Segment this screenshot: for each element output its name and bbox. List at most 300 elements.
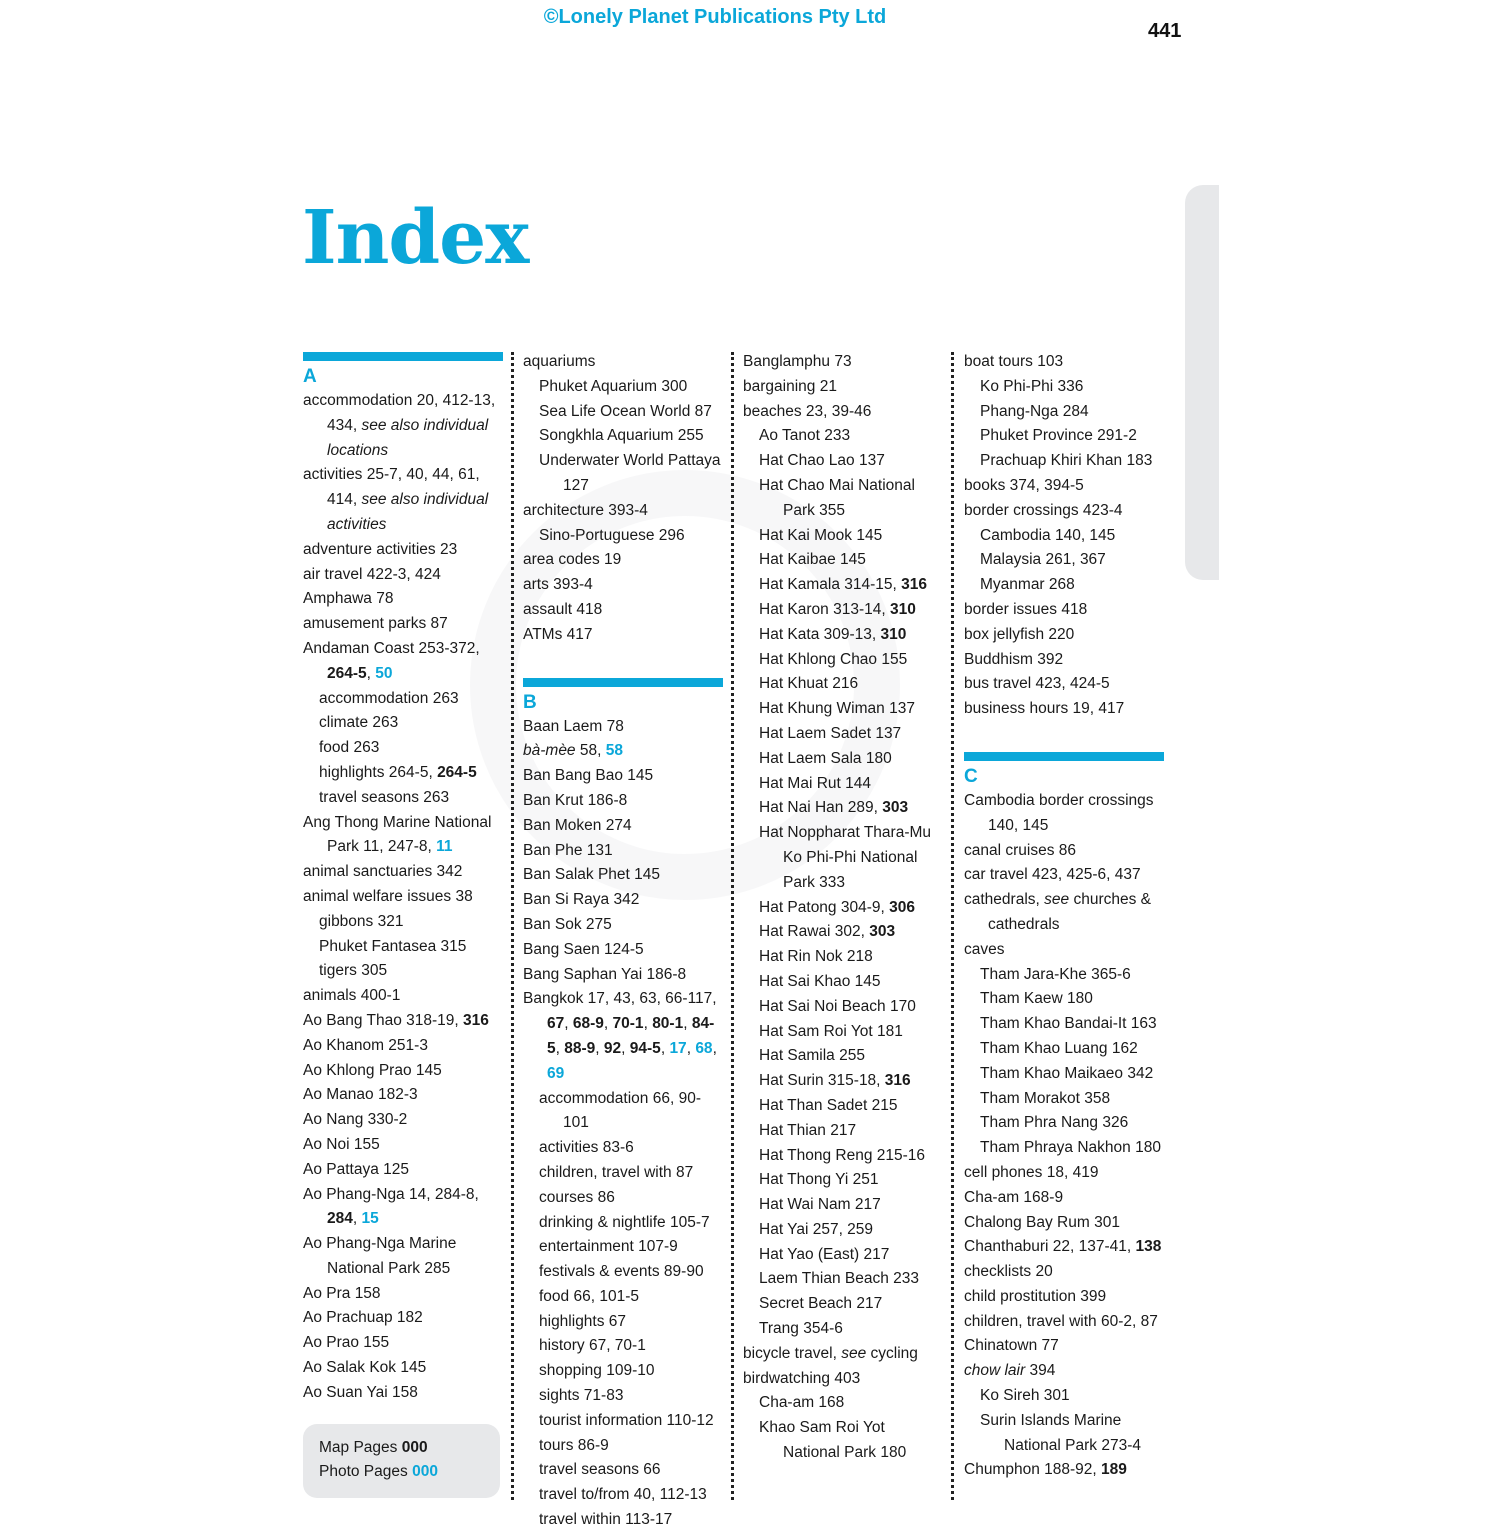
map-page-ref: 264-5 [327, 664, 367, 682]
index-subentry [964, 548, 1164, 573]
entry-text: Ao Noi 155 [303, 1135, 380, 1153]
entry-text: entertainment 107-9 [539, 1238, 678, 1256]
entry-text: Ban Moken 274 [523, 816, 632, 834]
entry-text: Ao Manao 182-3 [303, 1086, 418, 1104]
entry-text: Ban Salak Phet 145 [523, 866, 661, 884]
entry-text: Songkhla Aquarium 255 [539, 427, 704, 445]
entry-text: chow lair [964, 1362, 1026, 1380]
index-subentry [523, 1260, 723, 1285]
index-entry [523, 573, 723, 598]
entry-text: travel seasons 263 [319, 788, 450, 806]
entry-text: car travel 423, 425-6, 437 [964, 866, 1141, 884]
map-page-ref: 88-9 [564, 1039, 596, 1057]
entry-text: children, travel with 87 [539, 1163, 694, 1181]
index-entry [964, 863, 1164, 888]
map-page-ref: 284 [327, 1210, 353, 1228]
index-subentry [743, 548, 943, 573]
entry-text: , [603, 1015, 613, 1033]
index-entry [964, 1260, 1164, 1285]
entry-text: Hat Laem Sala 180 [759, 749, 892, 767]
index-subentry [964, 400, 1164, 425]
entry-text: see also individual activities [327, 491, 489, 533]
entry-text: Ao Prao 155 [303, 1334, 390, 1352]
map-page-ref: 316 [901, 576, 928, 594]
index-subentry [743, 945, 943, 970]
entry-text: adventure activities 23 [303, 540, 458, 558]
map-page-ref: 316 [463, 1011, 489, 1029]
entry-text: Ao Pattaya 125 [303, 1160, 409, 1178]
entry-text: , [555, 1039, 565, 1057]
index-entry [964, 1334, 1164, 1359]
entry-text: shopping 109-10 [539, 1362, 655, 1380]
index-entry [303, 1133, 503, 1158]
entry-text: Hat Than Sadet 215 [759, 1096, 898, 1114]
index-entry [964, 1458, 1164, 1483]
entry-text: accommodation 66, 90-101 [539, 1089, 701, 1132]
index-entry [303, 637, 503, 687]
map-page-ref: 94-5 [629, 1039, 661, 1057]
entry-text: Phuket Province 291-2 [980, 427, 1137, 445]
index-subentry [964, 1384, 1164, 1409]
index-entry [303, 811, 503, 861]
index-subentry [523, 1087, 723, 1137]
index-entry [523, 789, 723, 814]
entry-text: bargaining 21 [743, 377, 837, 395]
index-entry [303, 1059, 503, 1084]
index-subentry [743, 449, 943, 474]
side-thumb-tab [1185, 185, 1219, 580]
index-subentry [964, 524, 1164, 549]
index-subentry [303, 959, 503, 984]
entry-text: food 66, 101-5 [539, 1287, 639, 1305]
entry-text: accommodation 263 [319, 689, 459, 707]
index-entry [964, 1359, 1164, 1384]
entry-text: sights 71-83 [539, 1387, 624, 1405]
index-entry [743, 1342, 943, 1367]
entry-text: Ao Phang-Nga Marine National Park 285 [303, 1235, 457, 1277]
index-entry [523, 623, 723, 648]
index-entry [303, 463, 503, 537]
entry-text: Phang-Nga 284 [980, 402, 1089, 420]
index-subentry [743, 896, 943, 921]
index-entry [523, 548, 723, 573]
entry-text: Ko Phi-Phi 336 [980, 377, 1084, 395]
entry-text: tours 86-9 [539, 1436, 609, 1454]
index-subentry [743, 648, 943, 673]
map-page-ref: 189 [1101, 1461, 1127, 1479]
copyright-notice: ©Lonely Planet Publications Pty Ltd [543, 6, 887, 28]
index-subentry [743, 1416, 943, 1466]
map-page-ref: 84-5 [547, 1015, 715, 1057]
entry-text: books 374, 394-5 [964, 476, 1084, 494]
index-subentry [523, 1285, 723, 1310]
entry-text: highlights 264-5, [319, 763, 438, 781]
index-entry [743, 375, 943, 400]
entry-text: box jellyfish 220 [964, 625, 1075, 643]
index-entry [303, 1331, 503, 1356]
index-entry [964, 1310, 1164, 1335]
index-subentry [303, 910, 503, 935]
index-subentry [964, 1087, 1164, 1112]
entry-text: aquariums [523, 353, 596, 370]
entry-text: see [1044, 891, 1070, 909]
index-subentry [743, 1020, 943, 1045]
entry-text: birdwatching 403 [743, 1369, 861, 1387]
entry-text: Tham Jara-Khe 365-6 [980, 965, 1131, 983]
index-subentry [964, 1062, 1164, 1087]
index-subentry [743, 623, 943, 648]
entry-text: Ao Phang-Nga 14, 284-8, [303, 1185, 479, 1203]
entry-text: Ao Pra 158 [303, 1284, 381, 1302]
map-page-ref: 264-5 [437, 763, 477, 781]
map-page-ref: 80-1 [652, 1015, 684, 1033]
entry-text: Hat Mai Rut 144 [759, 774, 871, 792]
index-subentry [303, 711, 503, 736]
entry-text: travel seasons 66 [539, 1461, 661, 1479]
entry-text: , [621, 1039, 630, 1057]
entry-text: Hat Laem Sadet 137 [759, 724, 902, 742]
entry-text: climate 263 [319, 714, 399, 732]
entry-text: boat tours 103 [964, 353, 1064, 370]
entry-text: , [712, 1039, 717, 1057]
index-entry [303, 860, 503, 885]
index-entry [303, 1009, 503, 1034]
entry-text: history 67, 70-1 [539, 1337, 646, 1355]
index-entry [964, 938, 1164, 963]
entry-text: Hat Sai Khao 145 [759, 972, 881, 990]
index-entry [523, 499, 723, 524]
entry-text: Chumphon 188-92, [964, 1461, 1102, 1479]
entry-text: Hat Kamala 314-15, [759, 576, 902, 594]
entry-text: , [643, 1015, 653, 1033]
entry-text: Ao Suan Yai 158 [303, 1383, 418, 1401]
index-entry [303, 1232, 503, 1282]
entry-text: Tham Khao Luang 162 [980, 1039, 1138, 1057]
entry-text: Tham Khao Maikaeo 342 [980, 1064, 1154, 1082]
index-entry [964, 888, 1164, 938]
entry-text: cell phones 18, 419 [964, 1163, 1099, 1181]
entry-text: tourist information 110-12 [539, 1411, 714, 1429]
index-column-2 [523, 350, 723, 1533]
entry-text: Ao Bang Thao 318-19, [303, 1011, 464, 1029]
entry-text: animals 400-1 [303, 987, 401, 1005]
entry-text: 394 [1025, 1362, 1056, 1380]
index-subentry [523, 1310, 723, 1335]
entry-text: Ban Phe 131 [523, 841, 613, 859]
entry-text: Hat Khlong Chao 155 [759, 650, 908, 668]
entry-text: bicycle travel, [743, 1344, 842, 1362]
entry-text: area codes 19 [523, 551, 622, 569]
entry-text: Hat Thong Reng 215-16 [759, 1146, 926, 1164]
index-entry [964, 1235, 1164, 1260]
entry-text: Laem Thian Beach 233 [759, 1270, 919, 1288]
index-subentry [303, 786, 503, 811]
map-page-ref: 67 [547, 1015, 565, 1033]
index-subentry [523, 1161, 723, 1186]
entry-text: Tham Phra Nang 326 [980, 1114, 1129, 1132]
index-entry [523, 350, 723, 375]
index-subentry [523, 1409, 723, 1434]
column-divider [951, 352, 954, 1500]
index-entry [964, 623, 1164, 648]
entry-text: Tham Phraya Nakhon 180 [980, 1139, 1161, 1157]
entry-text: checklists 20 [964, 1263, 1053, 1281]
index-entry [964, 648, 1164, 673]
map-page-ref: 92 [603, 1039, 622, 1057]
entry-text: child prostitution 399 [964, 1287, 1107, 1305]
index-subentry [523, 1434, 723, 1459]
map-page-ref: 316 [884, 1072, 911, 1090]
entry-text: amusement parks 87 [303, 615, 448, 633]
entry-text: Hat Nai Han 289, [759, 799, 883, 817]
entry-text: canal cruises 86 [964, 841, 1077, 859]
index-entry [303, 1282, 503, 1307]
index-subentry [523, 424, 723, 449]
entry-text: Andaman Coast 253-372, [303, 639, 480, 657]
map-page-ref: 306 [889, 898, 915, 916]
entry-text: architecture 393-4 [523, 501, 648, 519]
entry-text: Underwater World Pattaya 127 [539, 452, 721, 494]
index-subentry [523, 449, 723, 499]
map-pages-sample: 000 [401, 1439, 428, 1456]
index-subentry [743, 772, 943, 797]
entry-text: Ao Khlong Prao 145 [303, 1061, 442, 1079]
entry-text: cathedrals, [964, 891, 1045, 909]
index-entry [964, 350, 1164, 375]
entry-text: , [564, 1015, 573, 1033]
entry-text: Hat Chao Lao 137 [759, 452, 885, 470]
index-subentry [964, 1136, 1164, 1161]
index-entry [303, 1356, 503, 1381]
index-subentry [303, 736, 503, 761]
index-entry [303, 1306, 503, 1331]
entry-text: Hat Chao Mai National Park 355 [759, 476, 915, 519]
index-subentry [743, 1069, 943, 1094]
index-subentry [964, 375, 1164, 400]
entry-text: Khao Sam Roi Yot National Park 180 [759, 1419, 907, 1462]
entry-text: activities 25-7, 40, 44, 61, 414, [303, 466, 480, 509]
index-entry [523, 598, 723, 623]
index-entry [523, 739, 723, 764]
index-subentry [523, 524, 723, 549]
page-number: 441 [1148, 20, 1182, 42]
index-entry [303, 984, 503, 1009]
index-entry [523, 814, 723, 839]
index-column-1 [303, 350, 503, 1406]
entry-text: travel within 113-17 [539, 1511, 673, 1529]
map-page-ref: 303 [869, 923, 896, 941]
entry-text: Ao Khanom 251-3 [303, 1036, 428, 1054]
entry-text: see also individual locations [327, 416, 489, 459]
entry-text: Tham Kaew 180 [980, 990, 1093, 1008]
index-subentry [523, 1508, 723, 1533]
index-entry [303, 1034, 503, 1059]
index-subentry [743, 821, 943, 895]
index-entry [523, 764, 723, 789]
entry-text: Sino-Portuguese 296 [539, 526, 685, 544]
entry-text: Ao Prachuap 182 [303, 1309, 423, 1327]
entry-text: caves [964, 940, 1005, 958]
index-entry [303, 1183, 503, 1233]
entry-text: Cambodia border crossings 140, 145 [964, 791, 1154, 834]
page-type-key [303, 1424, 500, 1498]
entry-text: Phuket Fantasea 315 [319, 937, 467, 955]
index-subentry [743, 1292, 943, 1317]
index-subentry [743, 1243, 943, 1268]
entry-text: Ban Krut 186-8 [523, 791, 628, 809]
index-subentry [523, 1334, 723, 1359]
entry-text: beaches 23, 39-46 [743, 402, 872, 420]
entry-text: Ao Nang 330-2 [303, 1111, 408, 1129]
index-subentry [303, 687, 503, 712]
entry-text: Hat Thong Yi 251 [759, 1171, 879, 1189]
entry-text: Baan Laem 78 [523, 717, 624, 735]
section-divider-bar [303, 352, 503, 361]
entry-text: tigers 305 [319, 962, 388, 980]
index-entry [303, 1381, 503, 1406]
entry-text: highlights 67 [539, 1312, 627, 1330]
index-entry [523, 888, 723, 913]
entry-text: Hat Sai Noi Beach 170 [759, 997, 916, 1015]
entry-text: Ban Si Raya 342 [523, 891, 640, 909]
entry-text: Hat Khung Wiman 137 [759, 700, 915, 718]
index-subentry [523, 1359, 723, 1384]
index-subentry [743, 524, 943, 549]
index-subentry [964, 573, 1164, 598]
map-page-ref: 310 [889, 600, 916, 618]
entry-text: air travel 422-3, 424 [303, 565, 441, 583]
section-letter: B [523, 691, 537, 713]
index-subentry [743, 573, 943, 598]
index-subentry [743, 796, 943, 821]
entry-text: Prachuap Khiri Khan 183 [980, 452, 1153, 470]
section-gap [964, 722, 1164, 750]
index-entry [964, 1211, 1164, 1236]
index-subentry [743, 1218, 943, 1243]
index-subentry [743, 672, 943, 697]
entry-text: Bang Saen 124-5 [523, 940, 644, 958]
entry-text: , [660, 1039, 670, 1057]
entry-text: assault 418 [523, 600, 603, 618]
index-entry [523, 987, 723, 1086]
index-subentry [964, 449, 1164, 474]
index-entry [964, 672, 1164, 697]
map-pages-key: Map Pages 000 [319, 1439, 428, 1456]
index-subentry [743, 995, 943, 1020]
entry-text: see [841, 1344, 867, 1362]
entry-text: Buddhism 392 [964, 650, 1064, 668]
entry-text: Hat Noppharat Thara-Mu Ko Phi-Phi National Park 333 [759, 824, 932, 891]
index-entry [303, 1083, 503, 1108]
index-subentry [523, 375, 723, 400]
index-subentry [743, 1119, 943, 1144]
entry-text: , [366, 664, 376, 682]
index-subentry [964, 1037, 1164, 1062]
entry-text: Hat Patong 304-9, [759, 898, 890, 916]
index-subentry [743, 474, 943, 524]
entry-text: Chalong Bay Rum 301 [964, 1213, 1120, 1231]
entry-text: Cha-am 168 [759, 1394, 845, 1412]
index-entry [743, 350, 943, 375]
index-subentry [743, 598, 943, 623]
index-subentry [743, 920, 943, 945]
entry-text: Hat Khuat 216 [759, 675, 859, 693]
entry-text: Tham Morakot 358 [980, 1089, 1111, 1107]
index-entry [964, 474, 1164, 499]
index-subentry [523, 1384, 723, 1409]
index-entry [964, 789, 1164, 839]
entry-text: , [683, 1015, 692, 1033]
photo-page-ref: 50 [375, 664, 393, 682]
entry-text: , [686, 1039, 696, 1057]
entry-text: travel to/from 40, 112-13 [539, 1486, 707, 1504]
entry-text: Hat Kaibae 145 [759, 551, 866, 569]
entry-text: arts 393-4 [523, 576, 593, 594]
entry-text: ATMs 417 [523, 625, 593, 643]
entry-text: Secret Beach 217 [759, 1295, 883, 1313]
entry-text: Hat Wai Nam 217 [759, 1196, 881, 1214]
entry-text: accommodation 20, 412-13, 434, [303, 392, 496, 434]
index-subentry [743, 970, 943, 995]
entry-text: Phuket Aquarium 300 [539, 377, 688, 395]
index-subentry [303, 761, 503, 786]
entry-text: Hat Kai Mook 145 [759, 526, 883, 544]
section-divider-bar [523, 678, 723, 687]
entry-text: Chinatown 77 [964, 1337, 1059, 1355]
entry-text: children, travel with 60-2, 87 [964, 1312, 1158, 1330]
index-subentry [964, 1012, 1164, 1037]
page-title: Index [302, 195, 529, 281]
index-entry [964, 598, 1164, 623]
map-page-ref: 310 [880, 625, 907, 643]
index-entry [523, 963, 723, 988]
index-subentry [303, 935, 503, 960]
index-entry [303, 885, 503, 910]
entry-text: gibbons 321 [319, 912, 404, 930]
index-subentry [743, 1144, 943, 1169]
index-subentry [743, 747, 943, 772]
photo-pages-sample: 000 [412, 1463, 438, 1480]
entry-text: bà-mèe [523, 742, 576, 760]
index-entry [743, 1367, 943, 1392]
photo-page-ref: 15 [361, 1210, 379, 1228]
entry-text: Ao Salak Kok 145 [303, 1359, 427, 1377]
index-entry [523, 715, 723, 740]
entry-text: churches & cathedrals [988, 891, 1151, 933]
entry-text: Ko Sireh 301 [980, 1387, 1070, 1405]
entry-text: bus travel 423, 424-5 [964, 675, 1110, 693]
index-subentry [964, 1409, 1164, 1459]
index-subentry [523, 1186, 723, 1211]
index-subentry [743, 1267, 943, 1292]
entry-text: Hat Sam Roi Yot 181 [759, 1022, 903, 1040]
index-entry [743, 400, 943, 425]
index-subentry [523, 1483, 723, 1508]
entry-text: Ang Thong Marine National Park 11, 247-8, [303, 813, 492, 856]
index-entry [303, 389, 503, 463]
photo-page-ref: 68 [695, 1039, 713, 1057]
photo-page-ref: 17 [669, 1039, 687, 1057]
entry-text: Cha-am 168-9 [964, 1188, 1064, 1206]
entry-text: Amphawa 78 [303, 590, 394, 608]
index-entry [964, 1161, 1164, 1186]
index-entry [964, 697, 1164, 722]
entry-text: Hat Rawai 302, [759, 923, 870, 941]
photo-page-ref: 58 [605, 742, 623, 760]
section-letter: A [303, 366, 317, 387]
index-entry [523, 839, 723, 864]
entry-text: border crossings 423-4 [964, 501, 1123, 519]
